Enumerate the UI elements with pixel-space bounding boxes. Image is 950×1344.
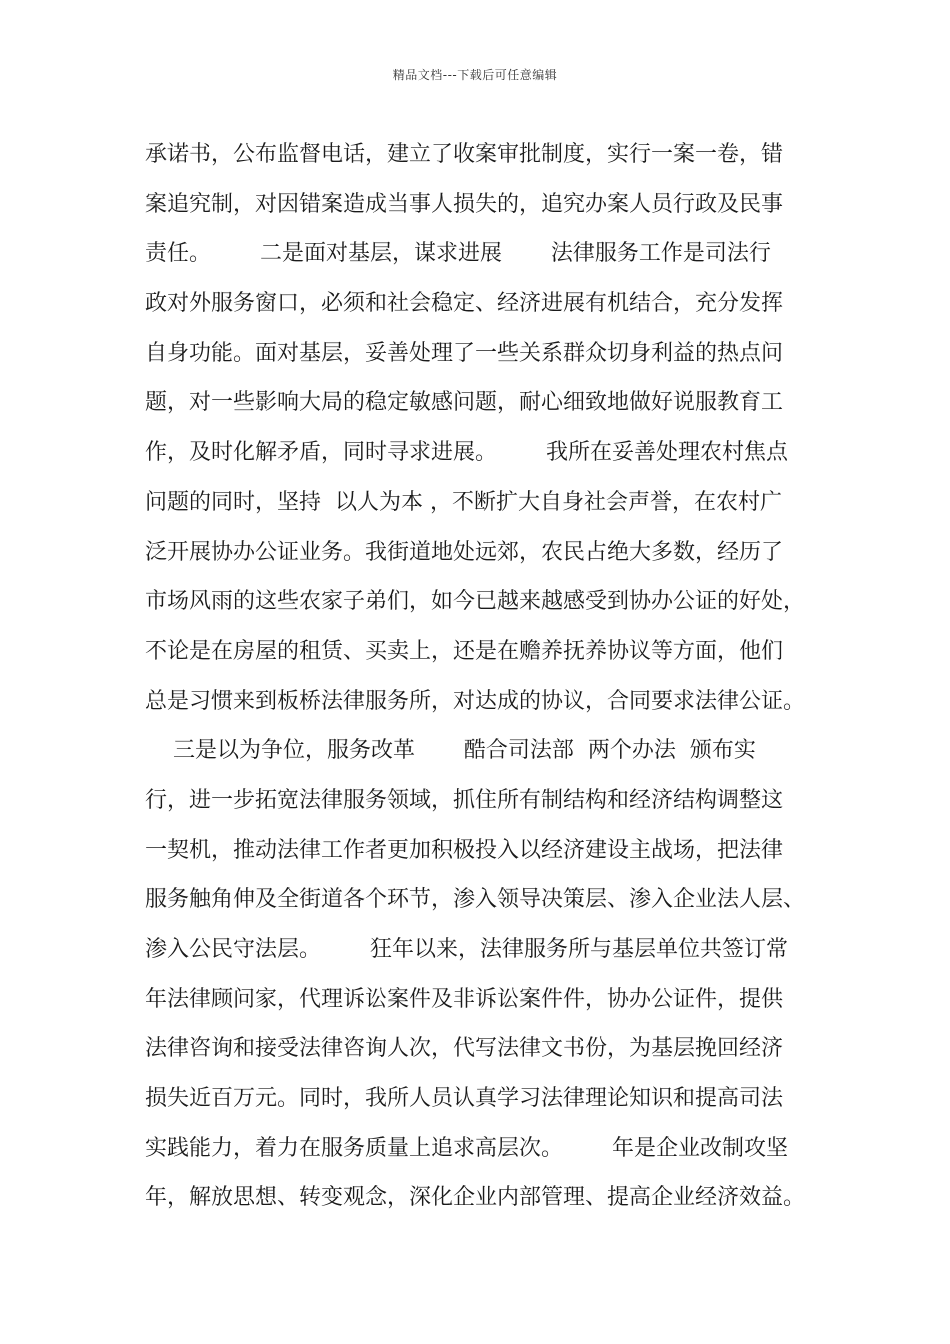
text-line: 政对外服务窗口，必须和社会稳定、经济进展有机结合，充分发挥 xyxy=(145,291,784,317)
page-header: 精品文档---下载后可任意编辑 xyxy=(392,68,558,82)
text-line: 实践能力，着力在服务质量上追求高层次。 年是企业改制攻坚 xyxy=(145,1135,788,1161)
text-line: 年法律顾问家，代理诉讼案件及非诉讼案件件，协办公证件，提供 xyxy=(145,986,784,1012)
text-line: 问题的同时，坚持 以人为本 ，不断扩大自身社会声誉，在农村广 xyxy=(145,489,782,515)
text-line: 三是以为争位，服务改革 酷合司法部 两个办法 颁布实 xyxy=(145,738,756,764)
text-line: 服务触角伸及全街道各个环节，渗入领导决策层、渗入企业法人层、 xyxy=(145,887,806,913)
text-line: 泛开展协办公证业务。我街道地处远郊，农民占绝大多数，经历了 xyxy=(145,539,784,565)
text-line: 市场风雨的这些农家子弟们，如今已越来越感受到协办公证的好处， xyxy=(145,589,806,615)
text-line: 承诺书，公布监督电话，建立了收案审批制度，实行一案一卷，错 xyxy=(145,142,784,167)
document-body xyxy=(145,130,835,1223)
text-line: 总是习惯来到板桥法律服务所，对达成的协议，合同要求法律公证。 xyxy=(145,688,806,714)
text-line: 损失近百万元。同时，我所人员认真学习法律理论知识和提高司法 xyxy=(145,1086,784,1112)
text-line: 年，解放思想、转变观念，深化企业内部管理、提高企业经济效益。 xyxy=(145,1185,806,1211)
text-line: 自身功能。面对基层，妥善处理了一些关系群众切身利益的热点问 xyxy=(145,340,784,366)
text-line: 一契机，推动法律工作者更加积极投入以经济建设主战场，把法律 xyxy=(145,837,784,863)
text-line: 法律咨询和接受法律咨询人次，代写法律文书份，为基层挽回经济 xyxy=(145,1036,784,1062)
text-line: 作，及时化解矛盾，同时寻求进展。 我所在妥善处理农村焦点 xyxy=(145,440,788,466)
text-line: 题，对一些影响大局的稳定敏感问题，耐心细致地做好说服教育工 xyxy=(145,390,784,416)
text-line: 不论是在房屋的租赁、买卖上，还是在赡养抚养协议等方面，他们 xyxy=(145,638,784,664)
text-line: 行，进一步拓宽法律服务领域，抓住所有制结构和经济结构调整这 xyxy=(145,787,784,813)
text-line: 案追究制，对因错案造成当事人损失的，追究办案人员行政及民事 xyxy=(145,191,784,217)
text-line: 责任。 二是面对基层，谋求进展 法律服务工作是司法行 xyxy=(145,241,771,267)
text-line: 渗入公民守法层。 狂年以来，法律服务所与基层单位共签订常 xyxy=(145,937,788,962)
